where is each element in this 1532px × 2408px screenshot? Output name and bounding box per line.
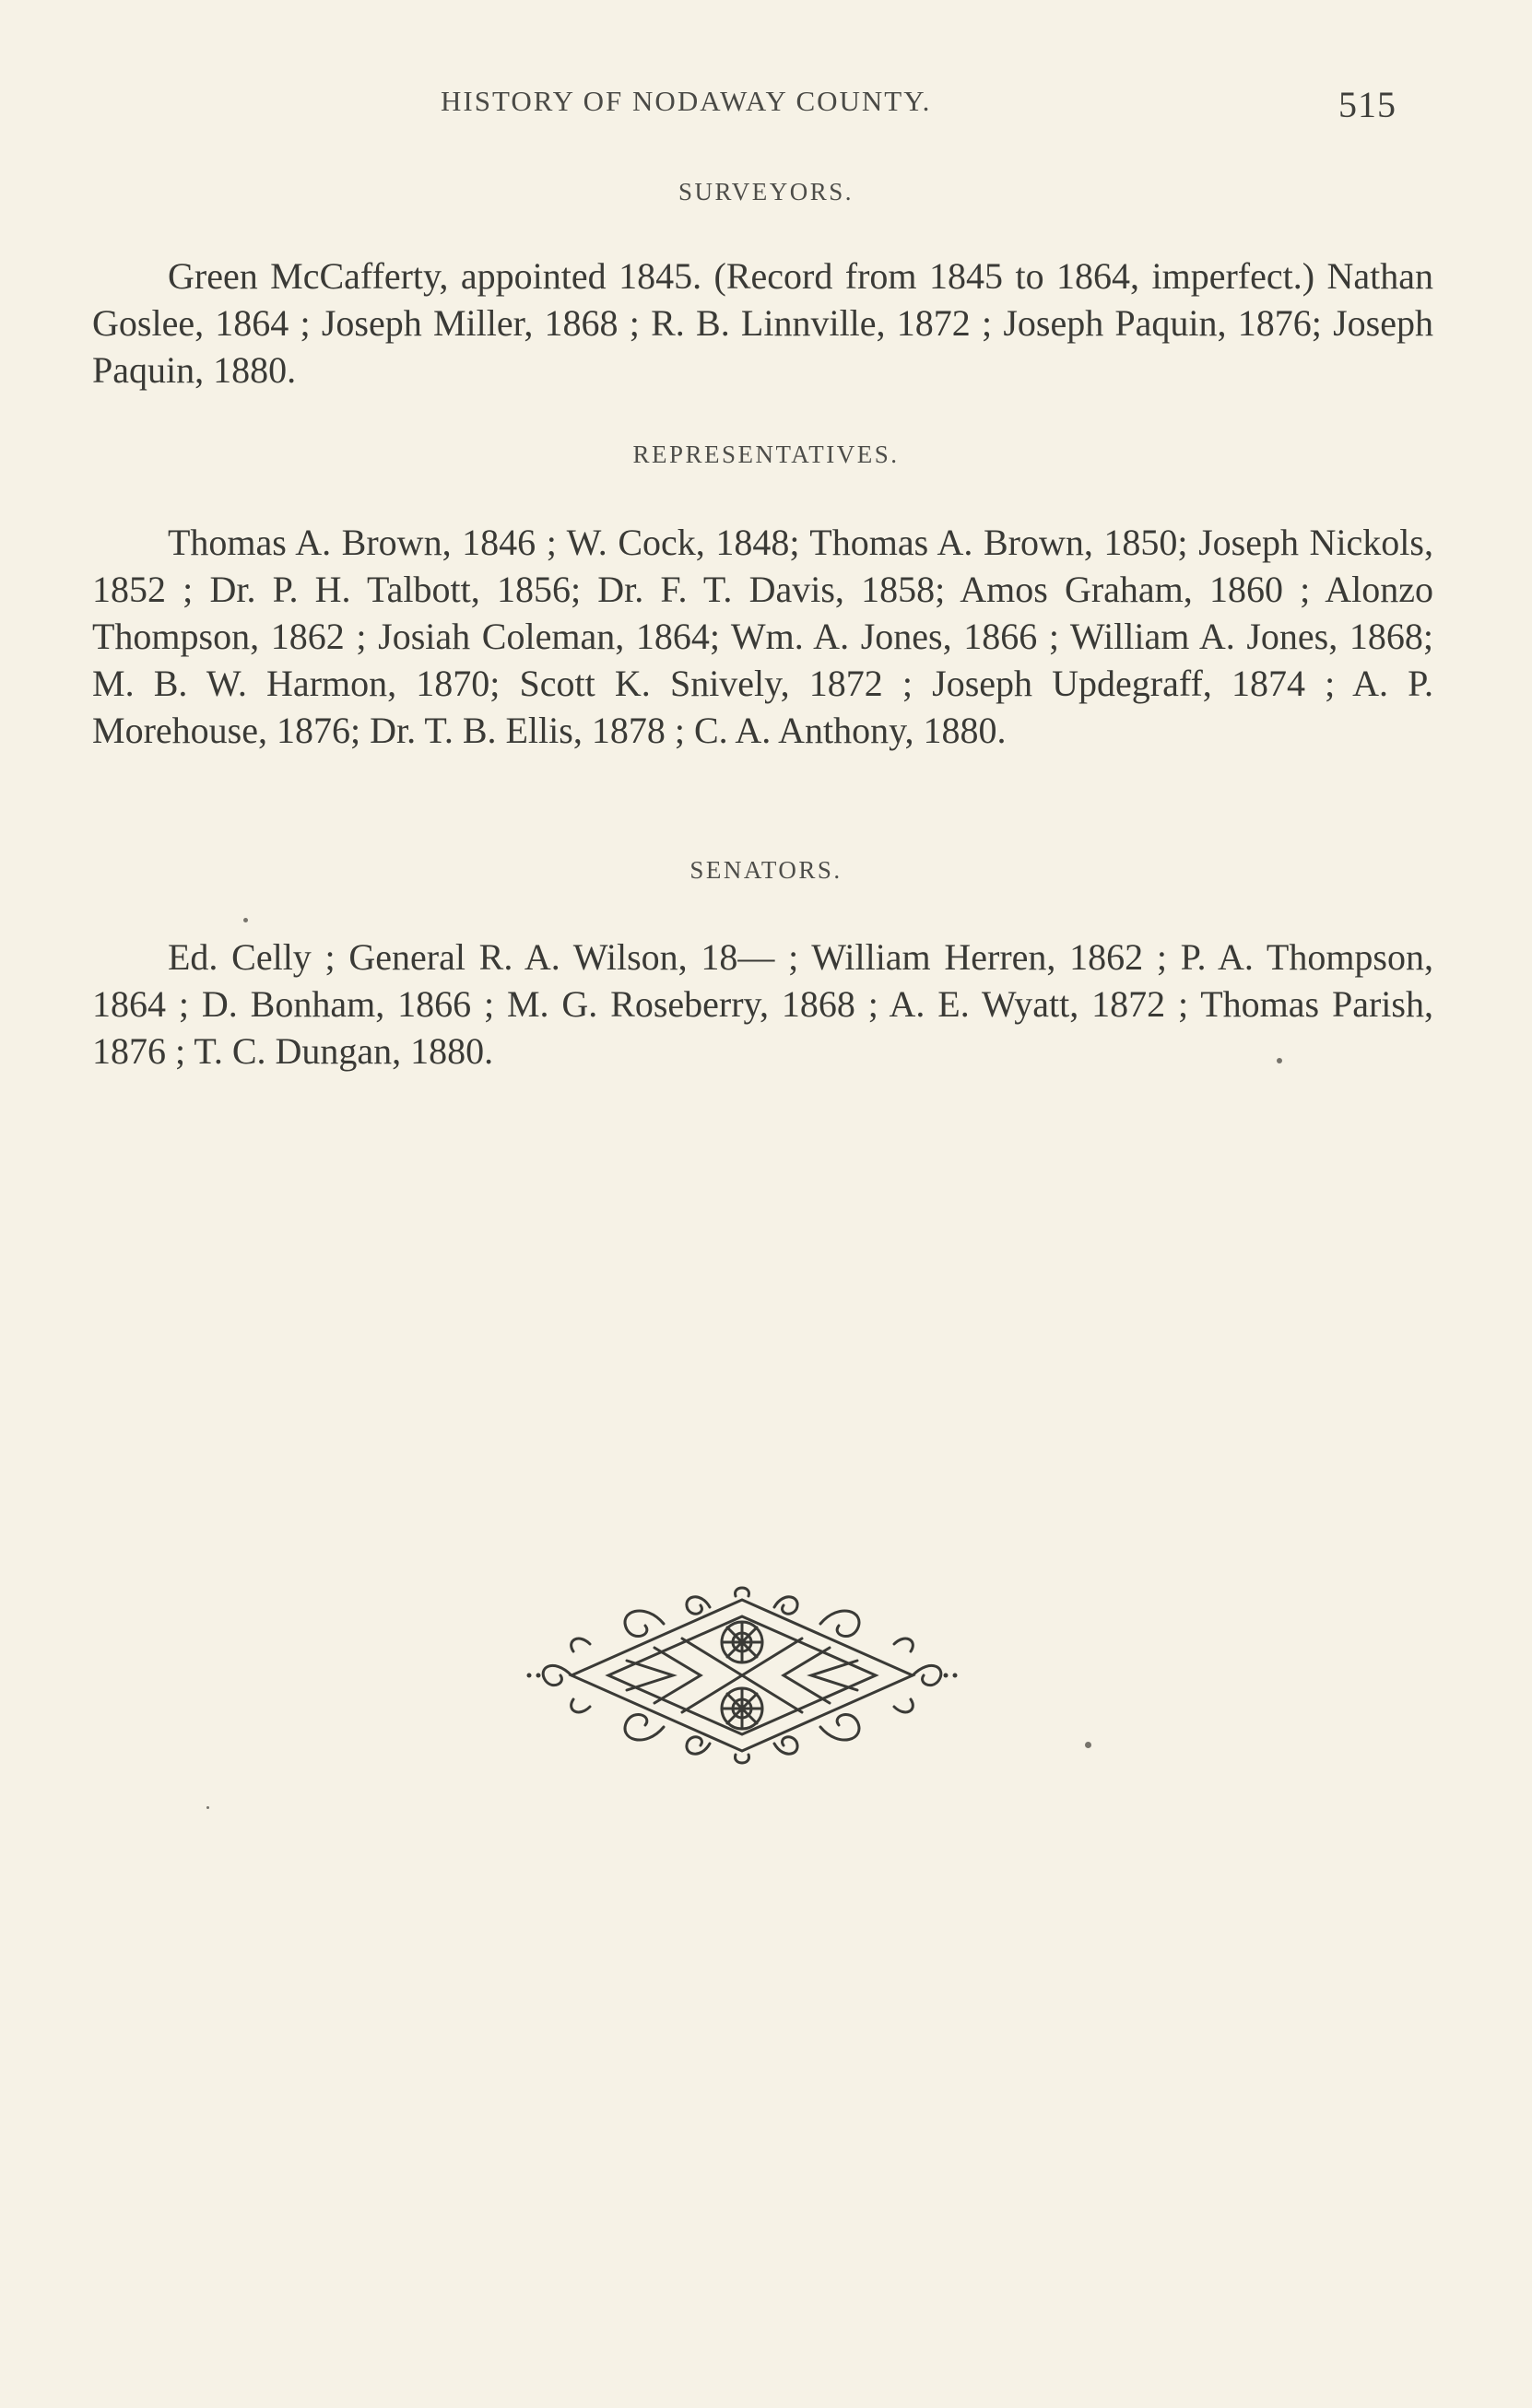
section-heading-surveyors: SURVEYORS. (678, 178, 854, 206)
senators-paragraph: Ed. Celly ; General R. A. Wilson, 18— ; William Herren, 1862 ; P. A. Thompson, 1864 ; D. Bonham, 1866 ; M. G. Roseberry, 1868 ; A. E. Wyatt, 1872 ; Thomas Parish, 1876 ; T. C. Dungan, 1880. (92, 936, 1433, 1072)
section-heading-senators: SENATORS. (689, 856, 843, 884)
running-title: HISTORY OF NODAWAY COUNTY. (441, 85, 932, 117)
representatives-paragraph: Thomas A. Brown, 1846 ; W. Cock, 1848; Thomas A. Brown, 1850; Joseph Nickols, 1852 ; Dr. P. H. Talbott, 1856; Dr. F. T. Davis, 1858; Amos Graham, 1860 ; Alonzo Thompson, 1862 ; Josiah Coleman, 1864; Wm. A. Jones, 1866 ; William A. Jones, 1868; M. B. W. Harmon, 1870; Scott K. Snively, 1872 ; Joseph Updegraff, 1874 ; A. P. Morehouse, 1876; Dr. T. B. Ellis, 1878 ; C. A. Anthony, 1880. (92, 522, 1433, 751)
print-speck (1085, 1742, 1091, 1748)
page-number: 515 (1338, 84, 1396, 125)
section-text-surveyors (92, 253, 1433, 394)
section-heading-representatives: REPRESENTATIVES. (632, 440, 900, 468)
print-speck (243, 918, 248, 922)
print-speck (1277, 1058, 1282, 1063)
running-head (0, 85, 1532, 131)
print-speck (206, 1806, 209, 1809)
surveyors-paragraph: Green McCafferty, appointed 1845. (Record from 1845 to 1864, imperfect.) Nathan Goslee, 1864 ; Joseph Miller, 1868 ; R. B. Linnville, 1872 ; Joseph Paquin, 1876; Joseph Paquin, 1880. (92, 255, 1433, 391)
section-text-representatives (92, 519, 1433, 754)
section-text-senators (92, 934, 1433, 1075)
decorative-tailpiece-icon (525, 1583, 959, 1768)
